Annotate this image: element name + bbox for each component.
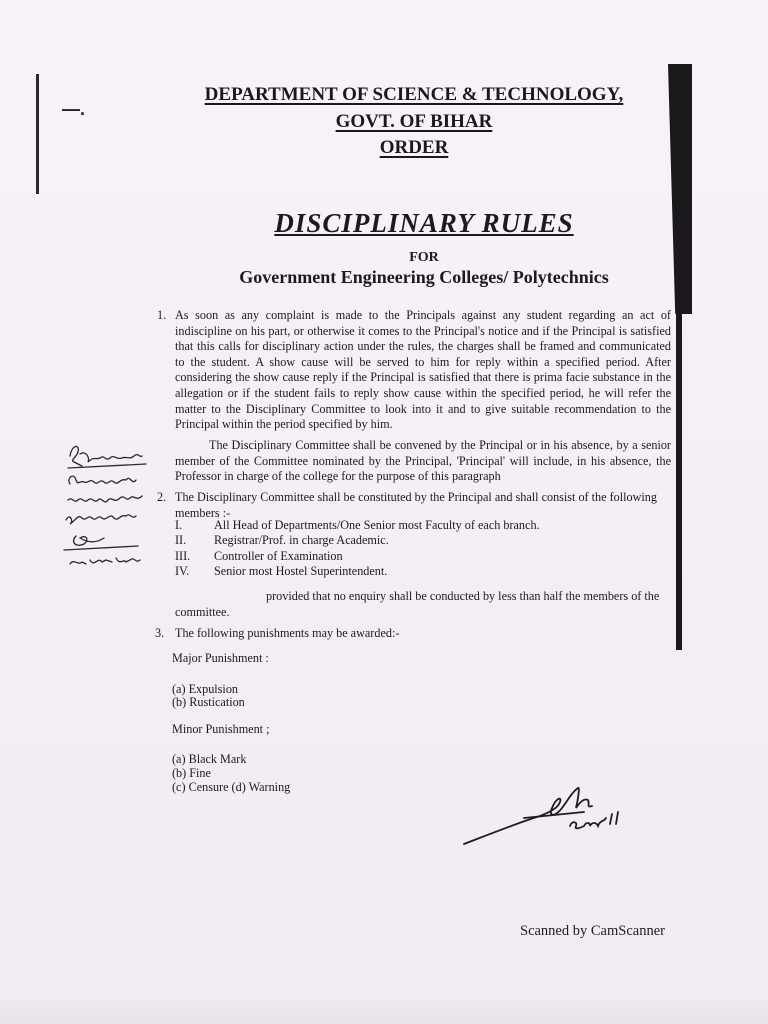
list-item	[175, 564, 540, 579]
major-punishment-label: Major Punishment :	[172, 651, 269, 665]
list-item	[175, 518, 540, 533]
list-item-text: Senior most Hostel Superintendent.	[214, 563, 388, 578]
scanner-watermark: Scanned by CamScanner	[520, 923, 665, 939]
scan-bottom-edge	[0, 1000, 768, 1024]
para3-text: The following punishments may be awarded:-	[175, 626, 400, 640]
minor-punishment-b: (b) Fine	[172, 766, 211, 780]
pen-mark: —.	[62, 99, 86, 119]
for-label: FOR	[409, 250, 439, 265]
list-item-number: I.	[175, 518, 183, 532]
minor-punishment-c: (c) Censure (d) Warning	[172, 780, 291, 794]
signature	[460, 778, 630, 850]
list-item-number: III.	[175, 548, 191, 563]
minor-punishment-a: (a) Black Mark	[172, 752, 247, 766]
list-item-text: All Head of Departments/One Senior most Faculty of each branch.	[214, 518, 540, 532]
para2-text: The Disciplinary Committee shall be constituted by the Principal and shall consist of the following members :-	[175, 490, 657, 520]
major-punishment-a: (a) Expulsion	[172, 682, 239, 696]
list-item	[175, 533, 540, 548]
document-subtitle: Government Engineering Colleges/ Polytechnics	[239, 267, 609, 287]
list-item-number: IV.	[175, 563, 190, 578]
para2-number: 2.	[157, 490, 167, 504]
proviso-text: provided that no enquiry shall be conducted by less than half the members of the committee.	[175, 589, 660, 619]
handwritten-note	[60, 438, 152, 578]
scan-right-shadow-lower	[676, 310, 682, 650]
header-order: ORDER	[379, 137, 449, 158]
list-item	[175, 549, 540, 564]
list-item-text: Registrar/Prof. in charge Academic.	[214, 533, 389, 548]
major-punishment-b: (b) Rustication	[172, 695, 245, 709]
minor-punishment-label: Minor Punishment ;	[172, 722, 270, 736]
para1-number: 1.	[157, 308, 167, 322]
para1-committee-text: The Disciplinary Committee shall be convened by the Principal or in his absence, by a senior member of the Committee nominated by the Principal, 'Principal' will include, in his absence, the Professor in charge of the college for the purpose of this paragraph	[175, 438, 671, 484]
header-department: DEPARTMENT OF SCIENCE & TECHNOLOGY,	[204, 84, 624, 105]
list-item-number: II.	[175, 533, 187, 548]
para1-text: As soon as any complaint is made to the Principals against any student regarding an act of indiscipline on his part, or otherwise it comes to the Principal's notice and if the Principal is satisfied that this calls for disciplinary action under the rules, the charges shall be framed and communicated to the student. A show cause will be served to him for reply within a specified period. After considering the show cause reply if the Principal is satisfied that there is prima facie substance in the allegation or if the student fails to reply show cause within the specified period, he will refer the matter to the Disciplinary Committee to look into it and to give suitable recommendation to the Principal within the period specified by him.	[175, 308, 671, 432]
document-title: DISCIPLINARY RULES	[274, 208, 574, 238]
para3-number: 3.	[155, 626, 165, 640]
list-item-text: Controller of Examination	[214, 548, 343, 563]
committee-members-list	[175, 518, 540, 579]
header-government: GOVT. OF BIHAR	[335, 111, 493, 132]
